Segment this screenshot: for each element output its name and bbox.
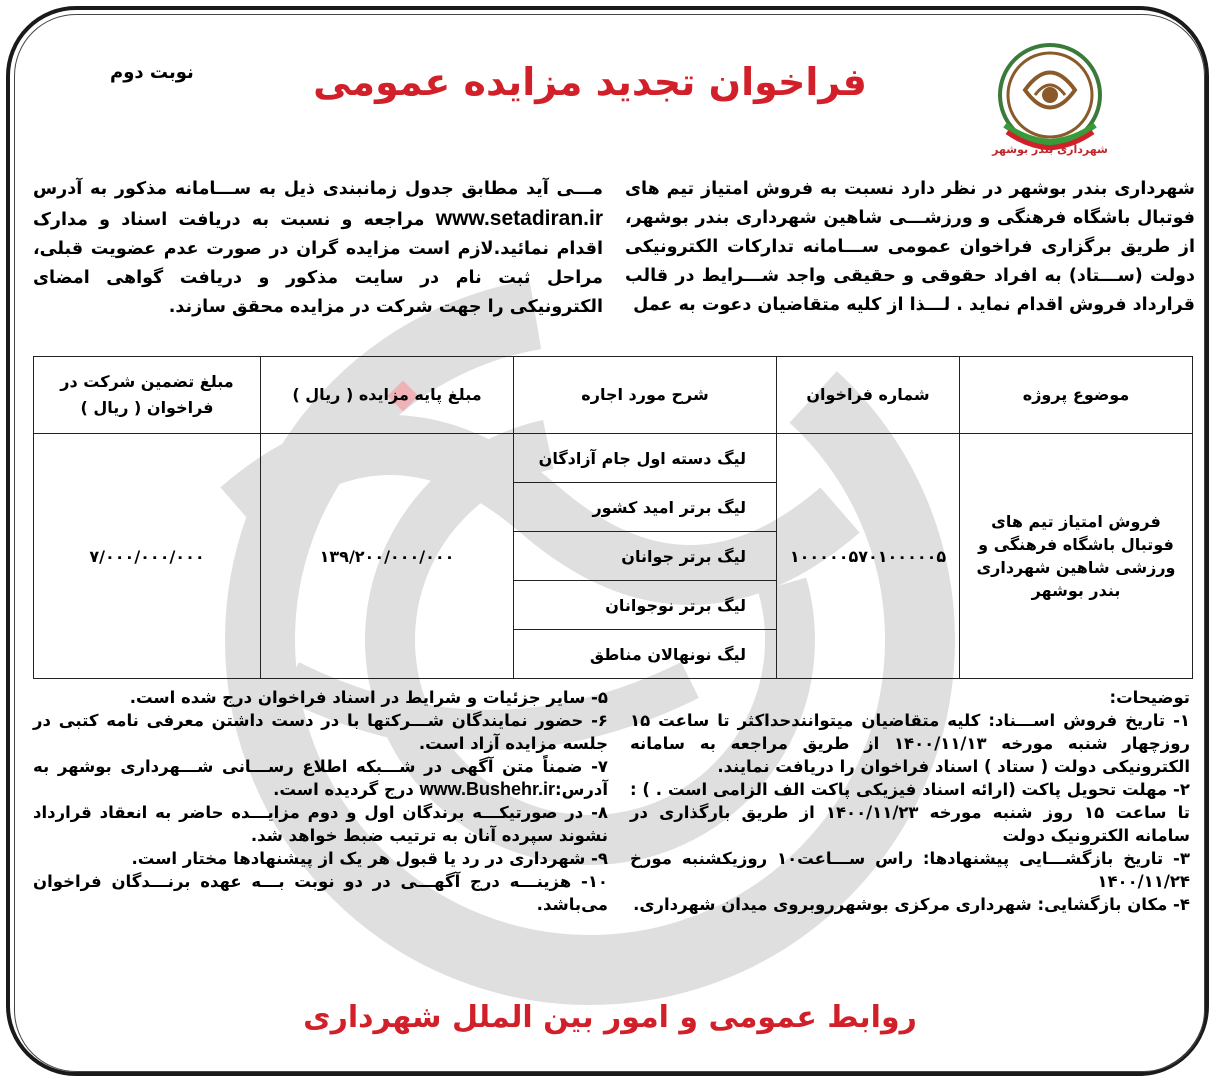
setadiran-link[interactable]: www.setadiran.ir xyxy=(435,207,604,230)
header-base-price: مبلغ پایه مزایده ( ریال ) xyxy=(261,357,514,434)
cell-project: فروش امتیاز تیم های فوتبال باشگاه فرهنگی و ورزشی شاهین شهرداری بندر بوشهر xyxy=(960,434,1193,679)
cell-base-price: ۱۳۹/۲۰۰/۰۰۰/۰۰۰ xyxy=(261,434,514,679)
note-4: ۴- مکان بازگشایی: شهرداری مرکزی بوشهرروبروی میدان شهرداری. xyxy=(633,895,1190,914)
note-6: ۶- حضور نمایندگان شـــرکتها با در دست داشتن معرفی نامه کتبی در جلسه مزایده آزاد است. xyxy=(33,711,608,753)
note-7-text-b: درج گردیده است. xyxy=(273,780,414,799)
notes-right-column xyxy=(630,686,1190,916)
note-7-text-a: ۷- ضمناً متن آگهی در شـــبکه اطلاع رســـانی شـــهرداری بوشهر به آدرس: xyxy=(33,757,608,799)
cell-lease-4: لیگ برتر نوجوانان xyxy=(514,581,777,630)
footer-signature: روابط عمومی و امور بین الملل شهرداری xyxy=(303,1000,917,1035)
header-project: موضوع پروژه xyxy=(960,357,1193,434)
intro-right-text: شهرداری بندر بوشهر در نظر دارد نسبت به فروش امتیاز تیم های فوتبال باشگاه فرهنگی و ورزشـــی شاهین شهرداری بندر بوشهر، از طریق برگزاری فراخوان عمومی ســـامانه تدارکات الکترونیکی دولت (ســـتاد) به افراد حقوقی و حقیقی واجد شـــرایط در قالب قرارداد فروش اقدام نماید . لـــذا از کلیه متقاضیان دعوت به عمل xyxy=(625,179,1195,315)
intro-left-text-2: مراجعه و نسبت به دریافت اسناد و مدارک اقدام نمائید.لازم است مزایده گران در صورت عدم عضویت قبلی، مراحل ثبت نام در سایت مذکور و دریافت گواهی امضای الکترونیکی را جهت شرکت در مزایده محقق سازند. xyxy=(33,210,603,317)
table-header-row xyxy=(34,357,1193,434)
header-guarantee: مبلغ تضمین شرکت در فراخوان ( ریال ) xyxy=(34,357,261,434)
note-10: ۱۰- هزینـــه درج آگهـــی در دو نوبت بـــه عهده برنـــدگان فراخوان می‌باشد. xyxy=(33,872,608,914)
note-3: ۳- تاریخ بازگشـــایی پیشنهادها: راس ســـاعت۱۰ روزیکشنبه مورخ ۱۴۰۰/۱۱/۲۴ xyxy=(630,849,1190,891)
intro-left-column xyxy=(33,175,603,322)
notes-heading: توضیحات: xyxy=(1109,688,1190,707)
note-7 xyxy=(33,755,608,801)
page-title: فراخوان تجدید مزایده عمومی xyxy=(313,60,867,104)
header-number: شماره فراخوان xyxy=(777,357,960,434)
logo-caption: شهرداری بندر بوشهر xyxy=(992,143,1108,156)
intro-right-column xyxy=(625,175,1195,320)
cell-lease-1: لیگ دسته اول جام آزادگان xyxy=(514,434,777,483)
cell-lease-3: لیگ برتر جوانان xyxy=(514,532,777,581)
note-9: ۹- شهرداری در رد یا قبول هر یک از پیشنهادها مختار است. xyxy=(131,849,608,868)
notes-left-column xyxy=(33,686,608,916)
auction-table xyxy=(33,356,1193,679)
cell-guarantee: ۷/۰۰۰/۰۰۰/۰۰۰ xyxy=(34,434,261,679)
cell-lease-2: لیگ برتر امید کشور xyxy=(514,483,777,532)
header-lease: شرح مورد اجاره xyxy=(514,357,777,434)
note-1: ۱- تاریخ فروش اســـناد: کلیه متقاضیان میتوانندحداکثر تا ساعت ۱۵ روزچهار شنبه مورخه ۱۴۰۰/۱۱/۱۳ از طریق مراجعه به سامانه الکترونیکی دولت ( ستاد ) اسناد فراخوان را دریافت نمایند. xyxy=(630,711,1190,776)
note-5: ۵- سایر جزئیات و شرایط در اسناد فراخوان درج شده است. xyxy=(129,688,608,707)
table-row xyxy=(34,434,1193,483)
bushehr-link[interactable]: www.Bushehr.ir xyxy=(419,779,555,799)
municipality-logo-icon xyxy=(985,40,1115,160)
note-2: ۲- مهلت تحویل پاکت (ارائه اسناد فیزیکی پاکت الف الزامی است . ) : تا ساعت ۱۵ روز شنبه مورخه ۱۴۰۰/۱۱/۲۳ از طریق بارگذاری در سامانه الکترونیک دولت xyxy=(630,780,1190,845)
intro-left-text-1: مـــی آید مطابق جدول زمانبندی ذیل به ســـامانه مذکور به آدرس xyxy=(33,179,603,199)
note-8: ۸- در صورتیکـــه برندگان اول و دوم مزایـــده حاضر به انعقاد قرارداد نشوند سپرده آنان به ترتیب ضبط خواهد شد. xyxy=(33,803,608,845)
round-label: نوبت دوم xyxy=(110,62,194,83)
cell-number: ۱۰۰۰۰۰۵۷۰۱۰۰۰۰۰۵ xyxy=(777,434,960,679)
cell-lease-5: لیگ نونهالان مناطق xyxy=(514,630,777,679)
